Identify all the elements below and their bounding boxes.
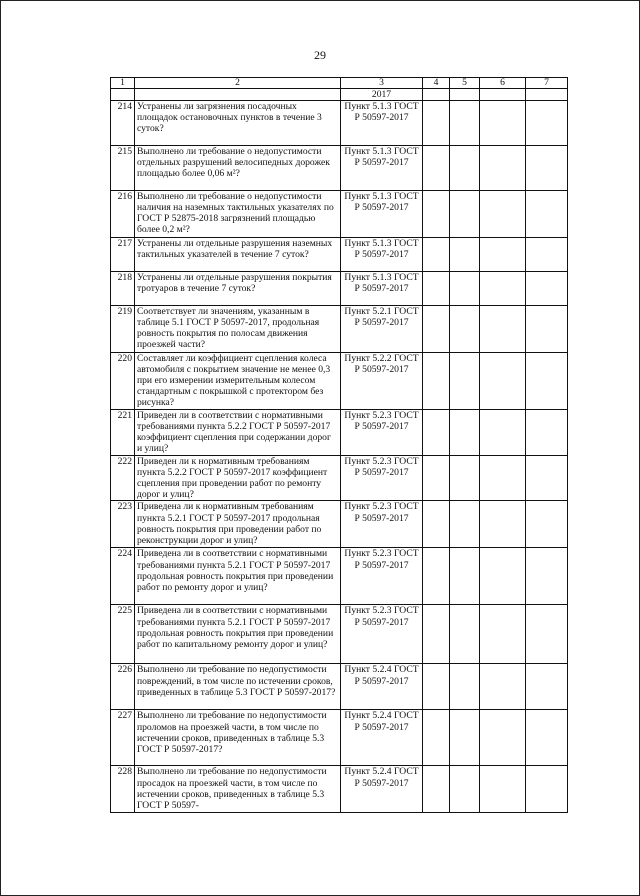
column-number: 2 (135, 78, 341, 89)
note-cell (526, 146, 568, 191)
table-row (111, 238, 568, 272)
norm-reference: Пункт 5.1.3 ГОСТ Р 50597-2017 (341, 191, 423, 238)
norm-reference: Пункт 5.2.3 ГОСТ Р 50597-2017 (341, 605, 423, 664)
question-text: Приведена ли в соответствии с нормативными требованиями пункта 5.2.1 ГОСТ Р 50597-2017 продольная ровность покрытия при проведении работ по капитальному ремонту дорог и улиц? (135, 605, 341, 664)
row-number: 224 (111, 548, 135, 605)
empty-cell (423, 89, 450, 101)
row-number: 221 (111, 410, 135, 456)
table-row (111, 410, 568, 456)
answer-cell (480, 306, 526, 353)
table-row (111, 664, 568, 710)
norm-reference: Пункт 5.1.3 ГОСТ Р 50597-2017 (341, 101, 423, 146)
note-cell (526, 456, 568, 501)
answer-cell (450, 353, 480, 410)
answer-cell (480, 191, 526, 238)
norm-reference: Пункт 5.2.3 ГОСТ Р 50597-2017 (341, 501, 423, 548)
question-text: Выполнено ли требование по недопустимости просадок на проезжей части, в том числе по истечении сроков, приведенных в таблице 5.3 ГОСТ Р 50597- (135, 766, 341, 813)
row-number: 218 (111, 272, 135, 306)
question-text: Устранены ли отдельные разрушения наземных тактильных указателей в течение 7 суток? (135, 238, 341, 272)
question-text: Выполнено ли требование о недопустимости наличия на наземных тактильных указателях по ГОСТ Р 52875-2018 загрязнений площадью более 0,2 м²? (135, 191, 341, 238)
answer-cell (450, 456, 480, 501)
norm-reference: Пункт 5.2.2 ГОСТ Р 50597-2017 (341, 353, 423, 410)
norm-reference: Пункт 5.1.3 ГОСТ Р 50597-2017 (341, 146, 423, 191)
continued-norm: 2017 (341, 89, 423, 101)
empty-cell (111, 89, 135, 101)
answer-cell (480, 605, 526, 664)
table-row (111, 146, 568, 191)
answer-cell (423, 710, 450, 766)
table-row (111, 353, 568, 410)
answer-cell (450, 101, 480, 146)
column-number: 4 (423, 78, 450, 89)
norm-reference: Пункт 5.2.3 ГОСТ Р 50597-2017 (341, 548, 423, 605)
answer-cell (423, 306, 450, 353)
answer-cell (450, 548, 480, 605)
answer-cell (423, 191, 450, 238)
row-number: 228 (111, 766, 135, 813)
answer-cell (480, 766, 526, 813)
row-number: 220 (111, 353, 135, 410)
row-number: 227 (111, 710, 135, 766)
question-text: Приведен ли в соответствии с нормативными требованиями пункта 5.2.2 ГОСТ Р 50597-2017 коэффициент сцепления при содержании дорог и улиц? (135, 410, 341, 456)
answer-cell (450, 146, 480, 191)
answer-cell (450, 306, 480, 353)
note-cell (526, 238, 568, 272)
note-cell (526, 272, 568, 306)
column-number: 5 (450, 78, 480, 89)
answer-cell (423, 353, 450, 410)
answer-cell (450, 191, 480, 238)
answer-cell (480, 353, 526, 410)
answer-cell (423, 101, 450, 146)
answer-cell (423, 238, 450, 272)
question-text: Соответствует ли значениям, указанным в таблице 5.1 ГОСТ Р 50597-2017, продольная ровность покрытия по полосам движения проезжей части? (135, 306, 341, 353)
answer-cell (423, 456, 450, 501)
question-text: Приведена ли к нормативным требованиям пункта 5.2.1 ГОСТ Р 50597-2017 продольная ровность покрытия при проведении работ по реконструкции дорог и улиц? (135, 501, 341, 548)
answer-cell (480, 410, 526, 456)
answer-cell (480, 501, 526, 548)
row-number: 225 (111, 605, 135, 664)
table-row (111, 306, 568, 353)
answer-cell (480, 664, 526, 710)
empty-cell (135, 89, 341, 101)
note-cell (526, 306, 568, 353)
column-number-row (111, 78, 568, 89)
norm-reference: Пункт 5.1.3 ГОСТ Р 50597-2017 (341, 238, 423, 272)
answer-cell (423, 605, 450, 664)
table-row (111, 548, 568, 605)
note-cell (526, 410, 568, 456)
table-row (111, 710, 568, 766)
norm-reference: Пункт 5.2.4 ГОСТ Р 50597-2017 (341, 664, 423, 710)
row-number: 217 (111, 238, 135, 272)
answer-cell (423, 664, 450, 710)
answer-cell (480, 272, 526, 306)
table-row (111, 501, 568, 548)
column-number: 3 (341, 78, 423, 89)
row-number: 223 (111, 501, 135, 548)
question-text: Составляет ли коэффициент сцепления колеса автомобиля с покрытием значение не менее 0,3 при его измерении измерительным колесом стандартным с покрышкой с протектором без рисунка? (135, 353, 341, 410)
norm-reference: Пункт 5.2.4 ГОСТ Р 50597-2017 (341, 710, 423, 766)
column-number: 7 (526, 78, 568, 89)
question-text: Приведена ли в соответствии с нормативными требованиями пункта 5.2.1 ГОСТ Р 50597-2017 продольная ровность покрытия при проведении работ по ремонту дорог и улиц? (135, 548, 341, 605)
question-text: Устранены ли загрязнения посадочных площадок остановочных пунктов в течение 3 суток? (135, 101, 341, 146)
question-text: Выполнено ли требование по недопустимости повреждений, в том числе по истечении сроков, приведенных в таблице 5.3 ГОСТ Р 50597-2017? (135, 664, 341, 710)
note-cell (526, 191, 568, 238)
norm-reference: Пункт 5.2.1 ГОСТ Р 50597-2017 (341, 306, 423, 353)
row-number: 226 (111, 664, 135, 710)
question-text: Выполнено ли требование о недопустимости отдельных разрушений велосипедных дорожек площадью более 0,06 м²? (135, 146, 341, 191)
note-cell (526, 664, 568, 710)
answer-cell (450, 710, 480, 766)
norm-reference: Пункт 5.1.3 ГОСТ Р 50597-2017 (341, 272, 423, 306)
answer-cell (480, 238, 526, 272)
note-cell (526, 710, 568, 766)
norm-reference: Пункт 5.2.4 ГОСТ Р 50597-2017 (341, 766, 423, 813)
question-text: Приведен ли к нормативным требованиям пункта 5.2.2 ГОСТ Р 50597-2017 коэффициент сцепления при проведении работ по ремонту дорог и улиц? (135, 456, 341, 501)
norm-reference: Пункт 5.2.3 ГОСТ Р 50597-2017 (341, 410, 423, 456)
note-cell (526, 605, 568, 664)
row-number: 215 (111, 146, 135, 191)
continuation-row (111, 89, 568, 101)
row-number: 219 (111, 306, 135, 353)
table-row (111, 101, 568, 146)
checklist-table (110, 77, 568, 813)
page-number: 29 (314, 48, 326, 62)
table-row (111, 456, 568, 501)
table-row (111, 191, 568, 238)
note-cell (526, 353, 568, 410)
empty-cell (450, 89, 480, 101)
row-number: 222 (111, 456, 135, 501)
answer-cell (450, 238, 480, 272)
row-number: 216 (111, 191, 135, 238)
note-cell (526, 766, 568, 813)
table-row (111, 605, 568, 664)
answer-cell (450, 501, 480, 548)
answer-cell (480, 146, 526, 191)
table-row (111, 766, 568, 813)
empty-cell (480, 89, 526, 101)
note-cell (526, 101, 568, 146)
answer-cell (480, 548, 526, 605)
answer-cell (480, 456, 526, 501)
answer-cell (450, 605, 480, 664)
answer-cell (423, 548, 450, 605)
question-text: Выполнено ли требование по недопустимости проломов на проезжей части, в том числе по истечении сроков, приведенных в таблице 5.3 ГОСТ Р 50597-2017? (135, 710, 341, 766)
empty-cell (526, 89, 568, 101)
norm-reference: Пункт 5.2.3 ГОСТ Р 50597-2017 (341, 456, 423, 501)
answer-cell (450, 664, 480, 710)
answer-cell (423, 766, 450, 813)
answer-cell (480, 101, 526, 146)
answer-cell (480, 710, 526, 766)
answer-cell (423, 501, 450, 548)
note-cell (526, 501, 568, 548)
note-cell (526, 548, 568, 605)
answer-cell (450, 410, 480, 456)
column-number: 6 (480, 78, 526, 89)
answer-cell (423, 272, 450, 306)
answer-cell (450, 766, 480, 813)
column-number: 1 (111, 78, 135, 89)
answer-cell (423, 410, 450, 456)
answer-cell (423, 146, 450, 191)
table-row (111, 272, 568, 306)
answer-cell (450, 272, 480, 306)
question-text: Устранены ли отдельные разрушения покрытия тротуаров в течение 7 суток? (135, 272, 341, 306)
row-number: 214 (111, 101, 135, 146)
